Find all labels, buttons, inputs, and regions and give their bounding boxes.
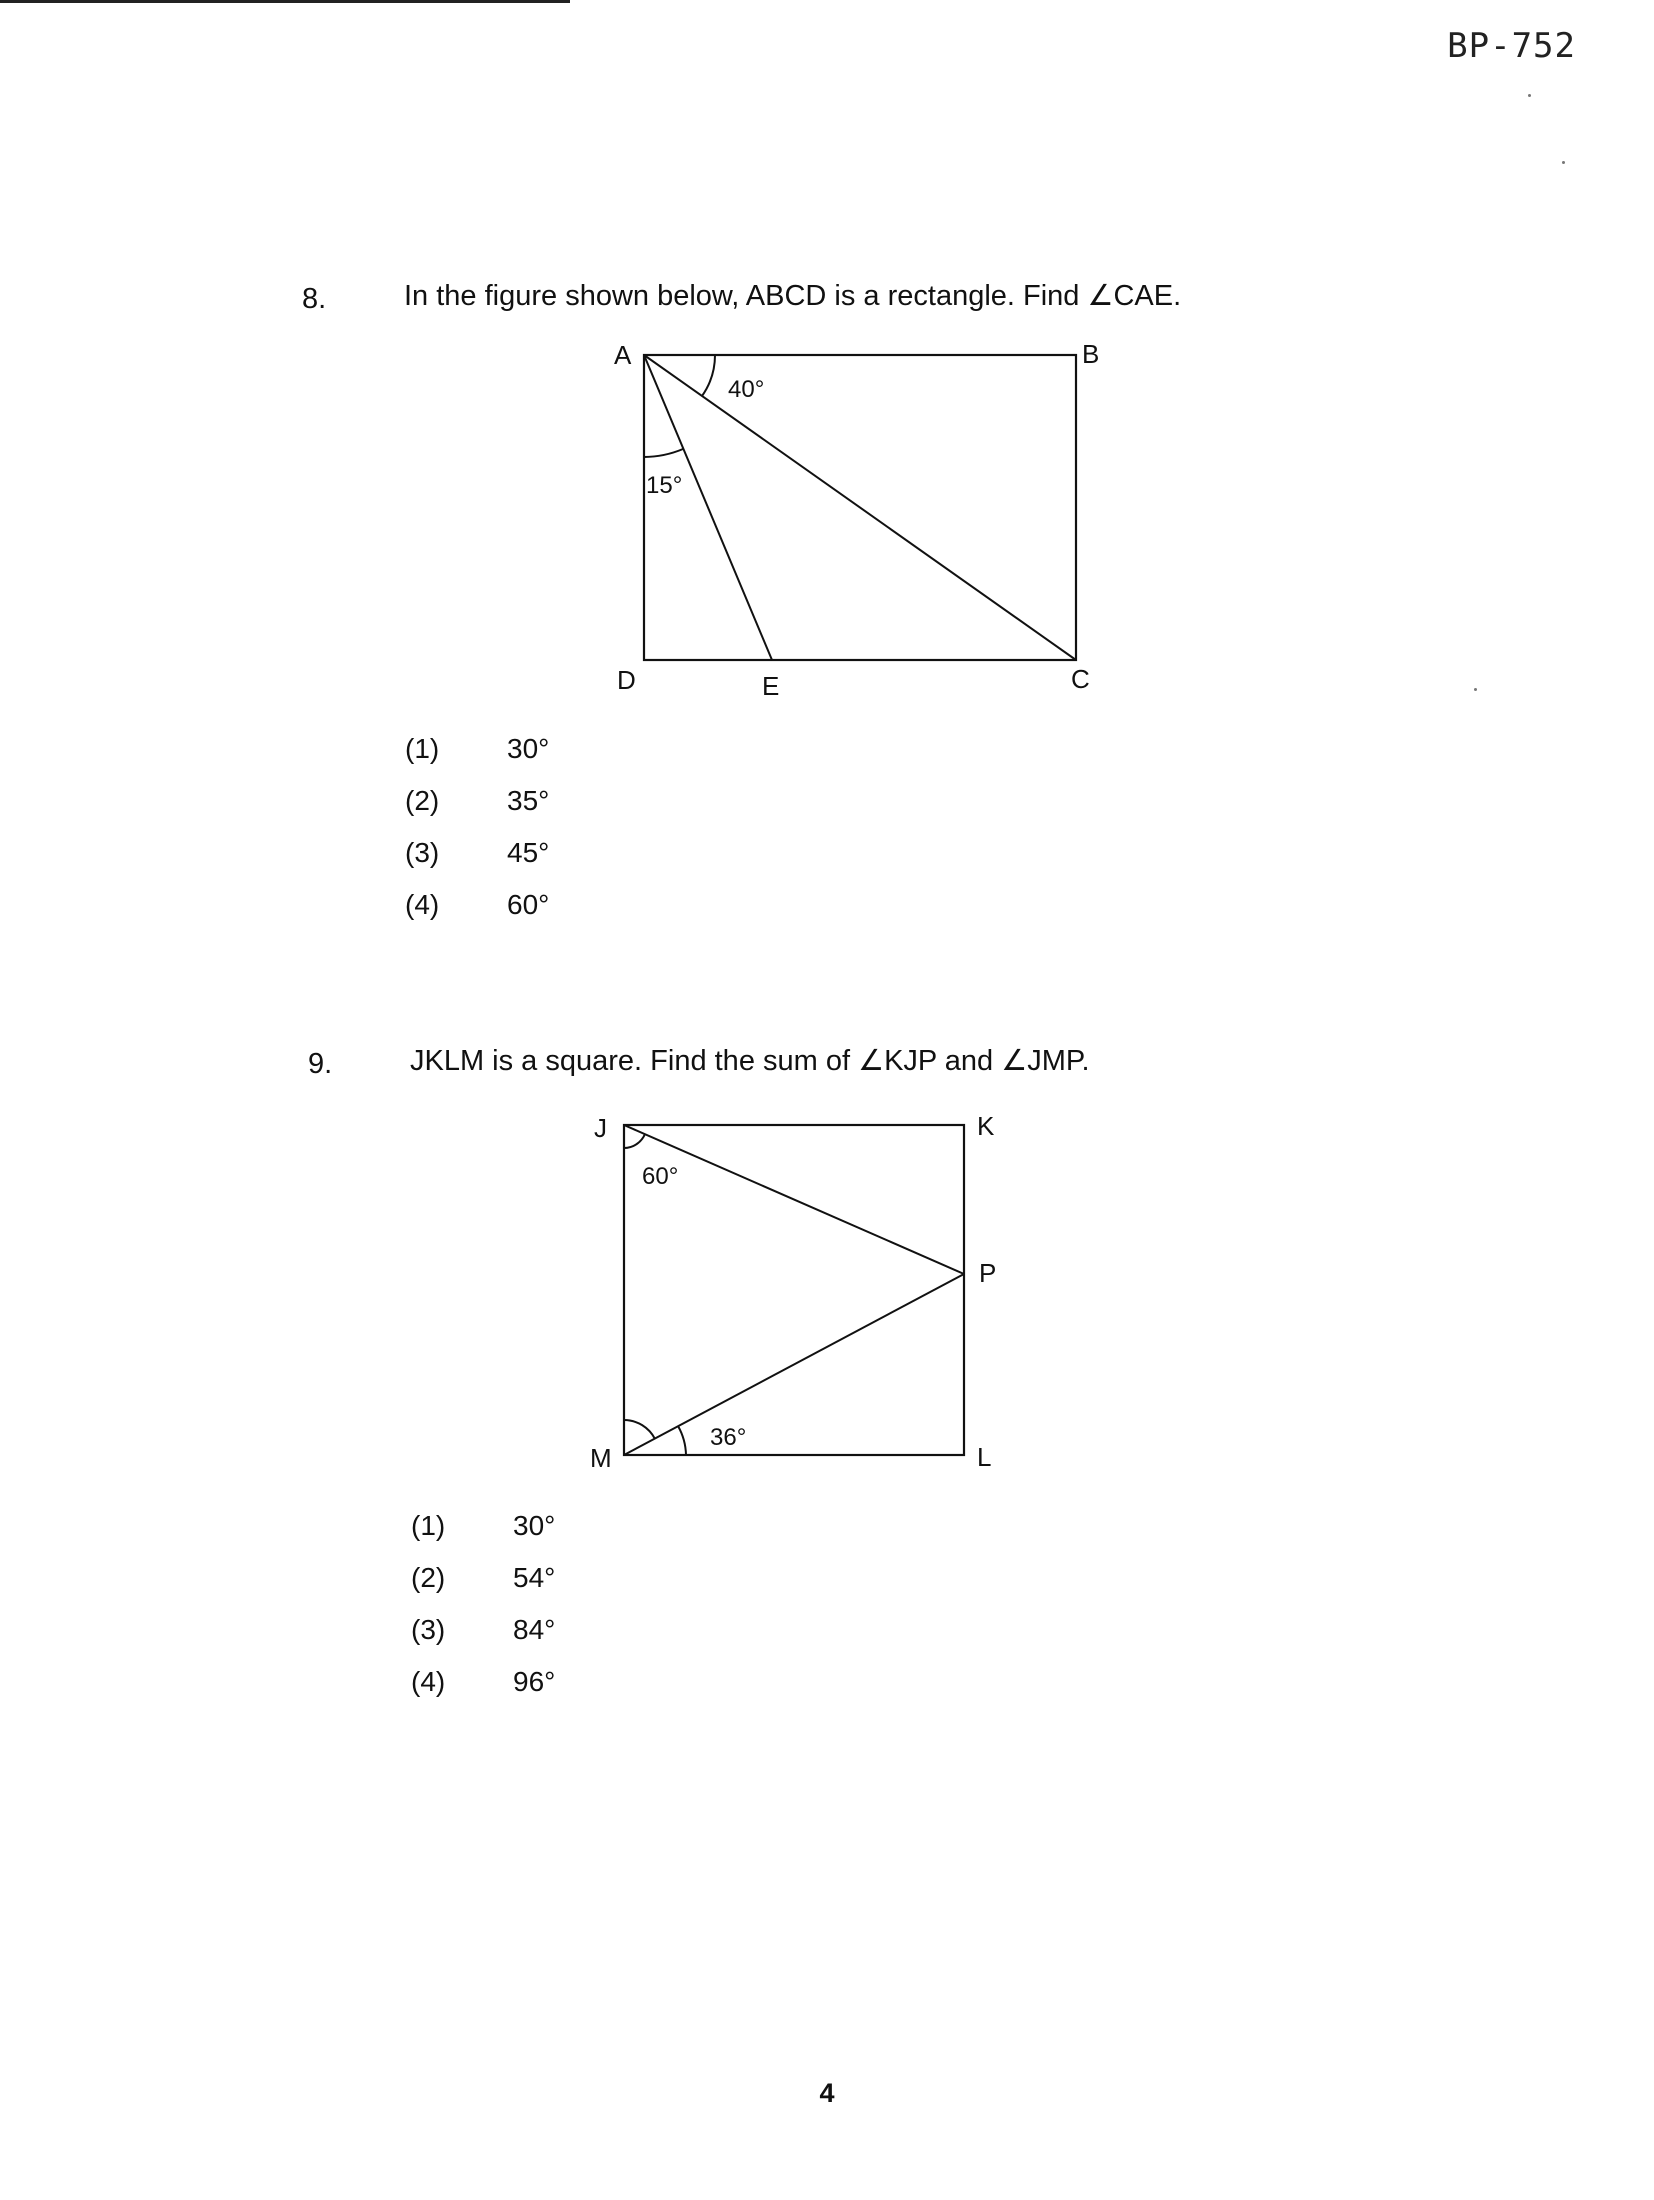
option-label: (4)	[405, 889, 440, 920]
scan-speck	[1474, 688, 1477, 691]
angle-label-40: 40°	[728, 376, 765, 403]
angle-arc-m	[624, 1420, 655, 1439]
option-label: (4)	[411, 1666, 446, 1697]
paper-code: BP-752	[1447, 26, 1576, 66]
option-label: (1)	[405, 733, 440, 764]
segment-mp	[624, 1274, 964, 1455]
option-row	[405, 785, 549, 837]
page-number: 4	[819, 2078, 835, 2108]
angle-label-60: 60°	[642, 1163, 679, 1190]
option-label: (2)	[411, 1562, 446, 1593]
option-value: 60°	[507, 889, 550, 920]
angle-arc-60	[624, 1134, 645, 1148]
option-row	[405, 889, 549, 941]
option-value: 45°	[507, 837, 550, 868]
option-value: 35°	[507, 785, 550, 816]
vertex-a: A	[614, 340, 632, 370]
option-value: 84°	[513, 1614, 556, 1645]
question-8-options	[405, 733, 549, 941]
option-row	[405, 733, 549, 785]
question-8-text: In the figure shown below, ABCD is a rectangle. Find ∠CAE.	[404, 280, 1182, 312]
vertex-k: K	[977, 1111, 995, 1141]
angle-arc-15	[644, 449, 683, 457]
vertex-l: L	[977, 1442, 992, 1472]
scan-speck	[1528, 94, 1531, 97]
vertex-d: D	[617, 665, 636, 695]
scan-speck	[1562, 161, 1565, 164]
option-value: 30°	[507, 733, 550, 764]
question-9-figure	[580, 1110, 1020, 1490]
question-8-number: 8.	[302, 283, 327, 315]
option-row	[411, 1510, 555, 1562]
option-row	[411, 1666, 555, 1718]
option-value: 30°	[513, 1510, 556, 1541]
vertex-j: J	[594, 1113, 607, 1143]
option-label: (3)	[411, 1614, 446, 1645]
option-value: 54°	[513, 1562, 556, 1593]
vertex-p: P	[979, 1258, 997, 1288]
option-row	[411, 1562, 555, 1614]
question-9-number: 9.	[308, 1048, 333, 1080]
option-label: (3)	[405, 837, 440, 868]
vertex-m: M	[590, 1443, 612, 1473]
angle-label-36: 36°	[710, 1424, 747, 1451]
option-row	[411, 1614, 555, 1666]
option-label: (1)	[411, 1510, 446, 1541]
question-9-text: JKLM is a square. Find the sum of ∠KJP and ∠JMP.	[410, 1045, 1090, 1077]
angle-arc-40	[702, 355, 715, 396]
option-label: (2)	[405, 785, 440, 816]
question-8-figure	[600, 335, 1120, 705]
angle-arc-36	[678, 1426, 686, 1455]
question-9-options	[411, 1510, 555, 1718]
option-row	[405, 837, 549, 889]
option-value: 96°	[513, 1666, 556, 1697]
vertex-b: B	[1082, 339, 1100, 369]
angle-label-15: 15°	[646, 472, 683, 499]
vertex-c: C	[1071, 664, 1090, 694]
segment-jp	[624, 1125, 964, 1274]
top-rule	[0, 0, 570, 3]
vertex-e: E	[762, 671, 780, 701]
